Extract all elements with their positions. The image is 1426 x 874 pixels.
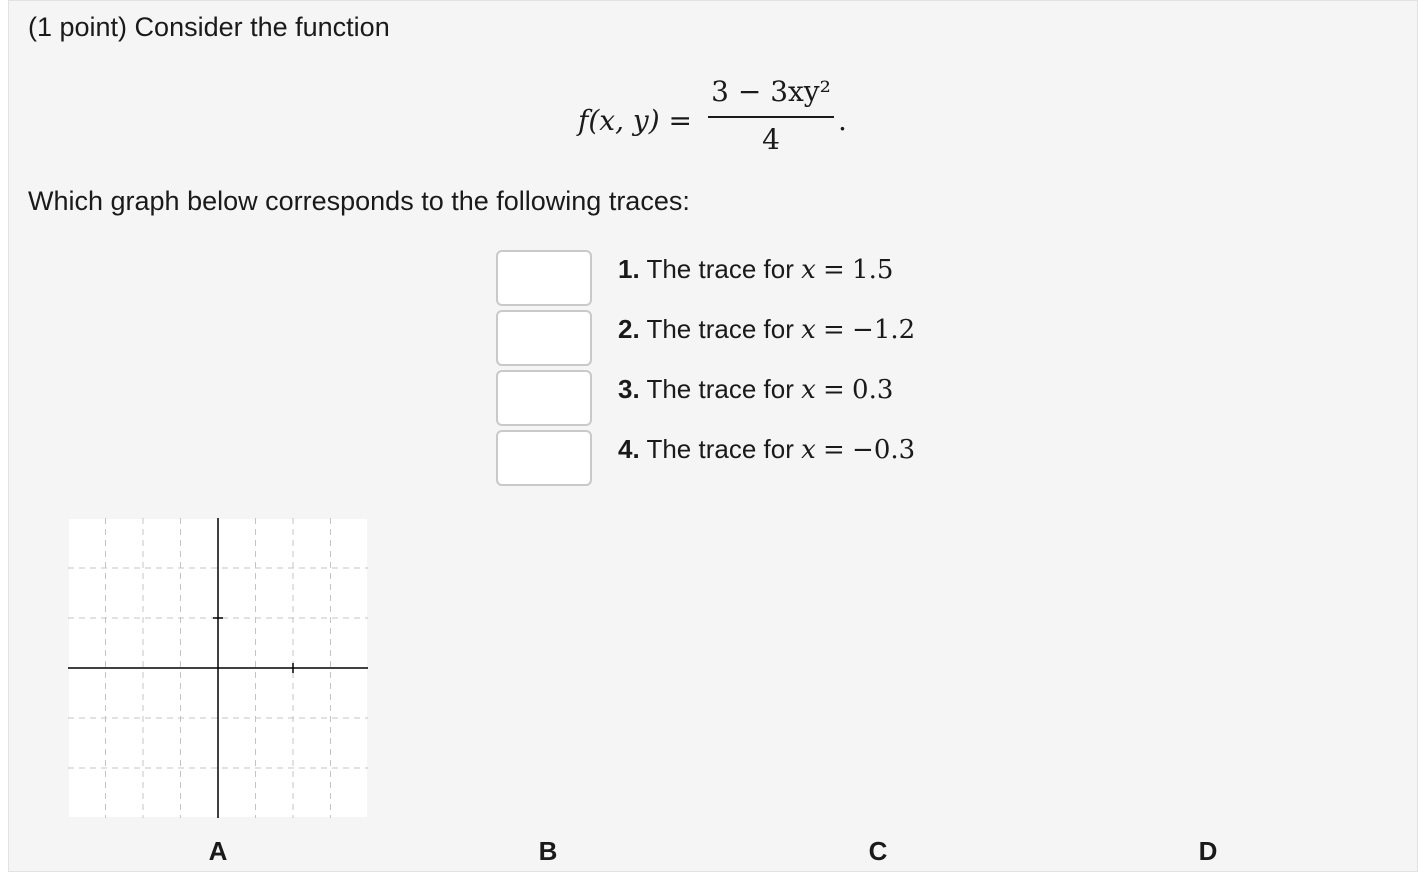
graph-a-label: A xyxy=(208,836,228,866)
graph-d-plot xyxy=(1058,518,1358,818)
trace-equals: = xyxy=(823,315,845,345)
formula-period: . xyxy=(838,104,847,137)
formula-lhs xyxy=(578,104,692,137)
answer-input-4[interactable] xyxy=(496,430,592,486)
trace-text: The trace for xyxy=(646,254,794,284)
trace-number: 1. xyxy=(618,254,640,284)
trace-variable: x xyxy=(801,435,816,465)
trace-item-4 xyxy=(618,434,915,465)
trace-value: −1.2 xyxy=(852,315,916,345)
problem-intro: (1 point) Consider the function xyxy=(28,12,390,42)
formula-function-name: f(x, y) xyxy=(578,104,660,137)
graph-a xyxy=(68,518,368,818)
trace-value: 1.5 xyxy=(852,255,894,285)
formula-denominator: 4 xyxy=(762,123,780,156)
trace-item-3 xyxy=(618,374,893,405)
formula-equals: = xyxy=(668,104,692,137)
graph-b-label: B xyxy=(538,836,558,866)
formula-fraction xyxy=(708,70,834,160)
answer-input-2[interactable] xyxy=(496,310,592,366)
graph-b xyxy=(398,518,698,818)
graph-d-label: D xyxy=(1198,836,1218,866)
function-formula xyxy=(578,70,878,166)
trace-number: 4. xyxy=(618,434,640,464)
question-text: Which graph below corresponds to the following traces: xyxy=(28,186,690,216)
graph-d xyxy=(1058,518,1358,818)
formula-numerator: 3 − 3xy² xyxy=(711,75,831,108)
fraction-bar xyxy=(708,116,834,118)
trace-equals: = xyxy=(823,435,845,465)
trace-value: −0.3 xyxy=(852,435,916,465)
trace-number: 3. xyxy=(618,374,640,404)
trace-variable: x xyxy=(801,255,816,285)
answer-input-1[interactable] xyxy=(496,250,592,306)
graph-c-plot xyxy=(728,518,1028,818)
trace-variable: x xyxy=(801,375,816,405)
graph-b-plot xyxy=(398,518,698,818)
answer-input-3[interactable] xyxy=(496,370,592,426)
trace-variable: x xyxy=(801,315,816,345)
trace-text: The trace for xyxy=(646,434,794,464)
trace-item-2 xyxy=(618,314,915,345)
trace-number: 2. xyxy=(618,314,640,344)
trace-text: The trace for xyxy=(646,314,794,344)
trace-value: 0.3 xyxy=(852,375,894,405)
trace-equals: = xyxy=(823,255,845,285)
trace-text: The trace for xyxy=(646,374,794,404)
graph-c xyxy=(728,518,1028,818)
graph-a-plot xyxy=(68,518,368,818)
trace-item-1 xyxy=(618,254,893,285)
graph-c-label: C xyxy=(868,836,888,866)
trace-equals: = xyxy=(823,375,845,405)
